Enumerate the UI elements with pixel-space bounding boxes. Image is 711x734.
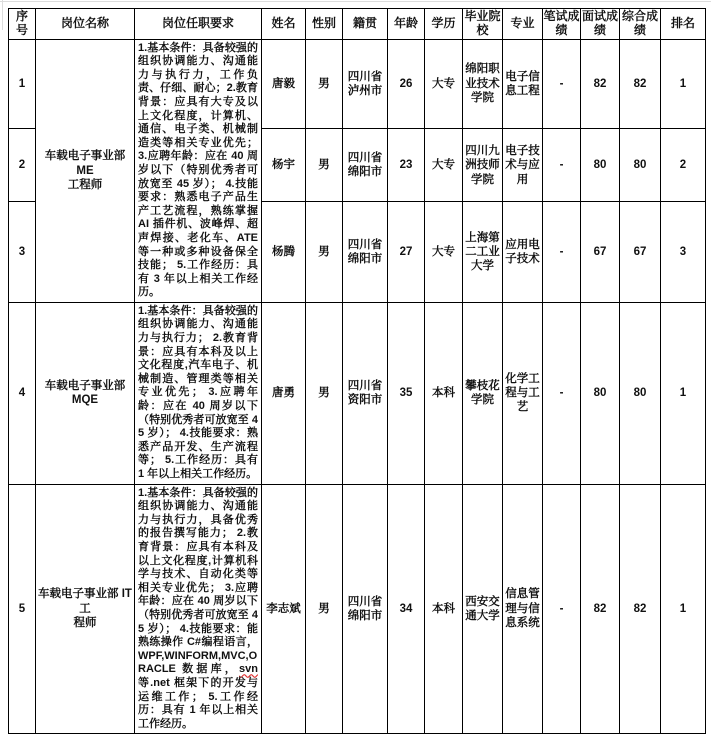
cell-rank: 1 — [661, 39, 706, 129]
cell-interview-score: 80 — [581, 302, 620, 484]
cell-position-mqe: 车载电子事业部 MQE — [36, 302, 135, 484]
header-school: 毕业院 校 — [463, 9, 503, 40]
header-requirements: 岗位任职要求 — [135, 9, 262, 40]
cell-hometown: 四川省 资阳市 — [343, 302, 388, 484]
cell-requirements-mqe: 1.基本条件：具备较强的组织协调能力、沟通能力与执行力； 2.教育背景：应具有本科及以上文化程度,汽车电子、机械制造、管理类等相关专业优先； 3.应聘年龄：应在 40 周岁以下（特别优秀者可放宽至 45 岁）； 4.技能要求：熟悉产品开发、生产流程等； 5.工作经历：具有 1 年以上相关工作经历。 — [135, 302, 262, 484]
recruitment-results-table — [8, 8, 706, 734]
header-name: 姓名 — [262, 9, 306, 40]
cell-education: 大专 — [425, 202, 463, 303]
cell-name: 李志斌 — [262, 484, 306, 734]
cell-age: 26 — [388, 39, 425, 129]
cell-gender: 男 — [306, 484, 343, 734]
cell-rank: 3 — [661, 202, 706, 303]
cell-age: 34 — [388, 484, 425, 734]
cell-serial: 5 — [9, 484, 36, 734]
table-row — [9, 39, 706, 129]
cell-serial: 4 — [9, 302, 36, 484]
table-row — [9, 302, 706, 484]
cell-age: 27 — [388, 202, 425, 303]
cell-school: 四川九 洲技师 学院 — [463, 129, 503, 202]
cell-school: 攀枝花 学院 — [463, 302, 503, 484]
cell-requirements-it: 1.基本条件：具备较强的组织协调能力、沟通能力与执行力，具备优秀的报告撰写能力； 2.教育背景：应具有本科及以上文化程度,计算机科学与技术、自动化类等相关专业优先； 3.应聘年龄：应在 40 周岁以下（特别优秀者可放宽至 45 岁）； 4.技能要求：能熟练操作 C#编程语言，WPF,WINFORM,MVC,ORACLE 数据库，svn 等.net 框架下的开发与运维工作； 5.工作经历：具有 1 年以上相关工作经历。 — [135, 484, 262, 734]
cell-overall-score: 67 — [620, 202, 661, 303]
header-hometown: 籍贯 — [343, 9, 388, 40]
cell-major: 化学工 程与工 艺 — [503, 302, 543, 484]
cell-written-score: - — [543, 484, 581, 734]
header-education: 学历 — [425, 9, 463, 40]
cell-name: 唐勇 — [262, 302, 306, 484]
cell-gender: 男 — [306, 202, 343, 303]
cell-education: 大专 — [425, 129, 463, 202]
cell-written-score: - — [543, 129, 581, 202]
cell-education: 大专 — [425, 39, 463, 129]
cell-serial: 1 — [9, 39, 36, 129]
header-rank: 排名 — [661, 9, 706, 40]
table-row — [9, 484, 706, 734]
cell-hometown: 四川省 绵阳市 — [343, 484, 388, 734]
header-overall-score: 综合成 绩 — [620, 9, 661, 40]
cell-serial: 3 — [9, 202, 36, 303]
cell-age: 35 — [388, 302, 425, 484]
cell-overall-score: 82 — [620, 484, 661, 734]
header-interview-score: 面试成 绩 — [581, 9, 620, 40]
cell-major: 电子技 术与应 用 — [503, 129, 543, 202]
cell-written-score: - — [543, 202, 581, 303]
cell-major: 信息管 理与信 息系统 — [503, 484, 543, 734]
cell-interview-score: 82 — [581, 39, 620, 129]
spellcheck-underline: svn — [239, 663, 258, 676]
cell-hometown: 四川省 绵阳市 — [343, 129, 388, 202]
cell-rank: 1 — [661, 302, 706, 484]
cell-gender: 男 — [306, 39, 343, 129]
cell-position-me: 车载电子事业部 ME 工程师 — [36, 39, 135, 302]
cell-serial: 2 — [9, 129, 36, 202]
header-serial: 序 号 — [9, 9, 36, 40]
cell-major: 电子信 息工程 — [503, 39, 543, 129]
cell-gender: 男 — [306, 302, 343, 484]
header-age: 年龄 — [388, 9, 425, 40]
cell-school: 上海第 二工业 大学 — [463, 202, 503, 303]
spreadsheet-gridline-horizontal — [0, 1, 711, 2]
cell-hometown: 四川省 绵阳市 — [343, 202, 388, 303]
cell-overall-score: 80 — [620, 129, 661, 202]
cell-written-score: - — [543, 39, 581, 129]
header-major: 专业 — [503, 9, 543, 40]
cell-requirements-me: 1.基本条件：具备较强的组织协调能力、沟通能力与执行力，工作负责、仔细、耐心；2.教育背景：应具有大专及以上文化程度，计算机、通信、电子类、机械制造类等相关专业优先； 3.应聘年龄：应在 40 周岁以下（特别优秀者可放宽至 45 岁）； 4.技能要求：熟悉电子产品生产工艺流程，熟练掌握 AI 插件机、波峰焊、超声焊接、老化车、ATE 等一种或多种设备保全技能； 5.工作经历：具有 3 年以上相关工作经历。 — [135, 39, 262, 302]
cell-gender: 男 — [306, 129, 343, 202]
cell-age: 23 — [388, 129, 425, 202]
cell-name: 杨腾 — [262, 202, 306, 303]
cell-written-score: - — [543, 302, 581, 484]
cell-hometown: 四川省 泸州市 — [343, 39, 388, 129]
spreadsheet-gridline-vertical — [2, 0, 3, 30]
cell-rank: 2 — [661, 129, 706, 202]
cell-rank: 1 — [661, 484, 706, 734]
cell-overall-score: 80 — [620, 302, 661, 484]
cell-interview-score: 67 — [581, 202, 620, 303]
header-gender: 性别 — [306, 9, 343, 40]
cell-name: 杨宇 — [262, 129, 306, 202]
cell-overall-score: 82 — [620, 39, 661, 129]
cell-interview-score: 82 — [581, 484, 620, 734]
cell-school: 绵阳职 业技术 学院 — [463, 39, 503, 129]
cell-interview-score: 80 — [581, 129, 620, 202]
cell-education: 本科 — [425, 302, 463, 484]
header-position: 岗位名称 — [36, 9, 135, 40]
cell-position-it: 车载电子事业部 IT工 程师 — [36, 484, 135, 734]
cell-major: 应用电 子技术 — [503, 202, 543, 303]
cell-name: 唐毅 — [262, 39, 306, 129]
header-row — [9, 9, 706, 40]
cell-education: 本科 — [425, 484, 463, 734]
header-written-score: 笔试成 绩 — [543, 9, 581, 40]
cell-school: 西安交 通大学 — [463, 484, 503, 734]
